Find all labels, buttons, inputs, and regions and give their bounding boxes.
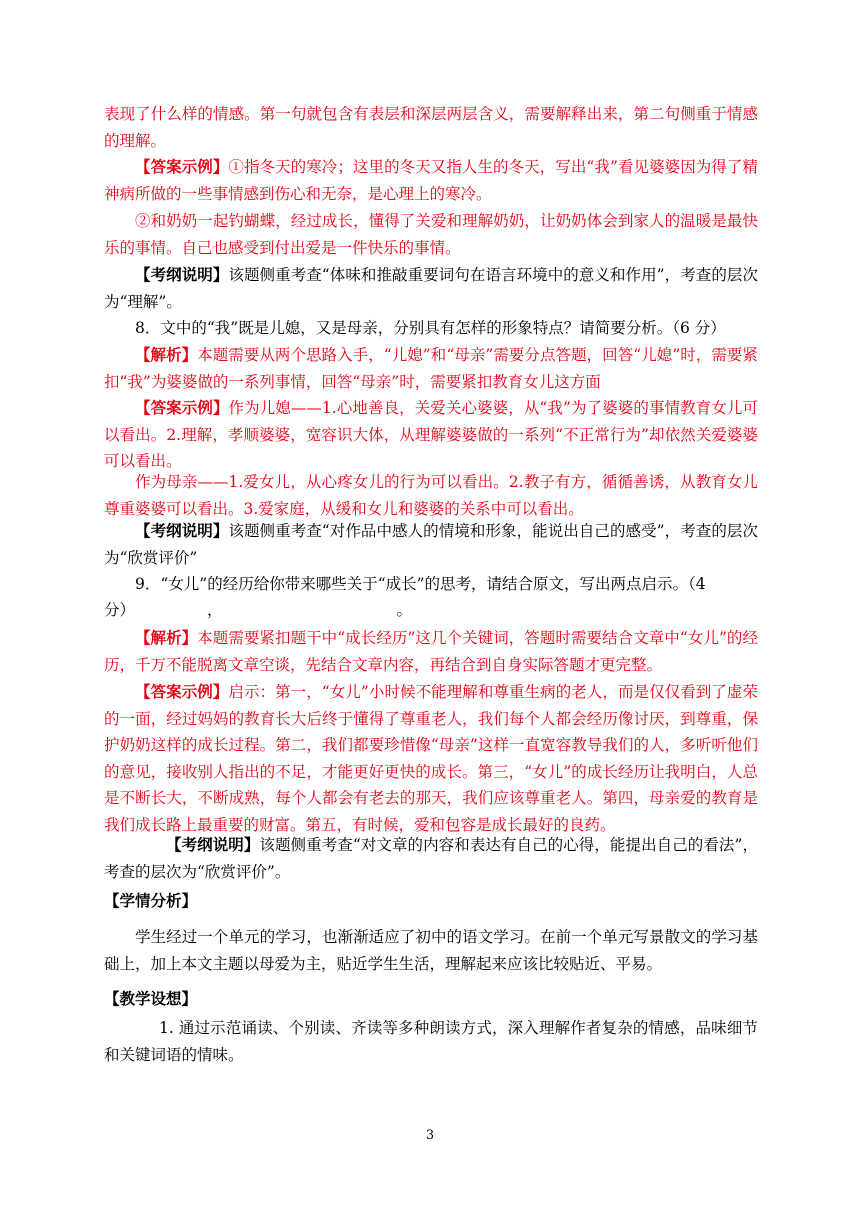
answer-text: 启示：第一，“女儿”小时候不能理解和尊重生病的老人，而是仅仅看到了虚荣的一面，经过妈妈的教育长大后终于懂得了尊重老人，我们每个人都会经历像讨厌，到尊重，保护奶奶这样的成长过程。第二，我们都要珍惜像“母亲”这样一直宽容教导我们的人，多听听他们的意见，接收别人指出的不足，才能更好更快的成长。第三，“女儿”的成长经历让我明白，人总是不断长大，不断成熟，每个人都会有老去的那天，我们应该尊重老人。第四，母亲爱的教育是我们成长路上最重要的财富。第五，有时候，爱和包容是成长最好的良药。: [104, 683, 758, 834]
analysis-tag: 【解析】: [135, 345, 198, 364]
syllabus-note-8: [104, 518, 758, 571]
question-9-period: 。: [396, 601, 413, 619]
page-number: 3: [425, 1128, 435, 1143]
section-heading-teaching-plan: 【教学设想】: [104, 989, 198, 1008]
answer-text: 作为儿媳——1.心地善良，关爱关心婆婆，从“我”为了婆婆的事情教育女儿可以看出。2.理解，孝顺婆婆，宽容识大体，从理解婆婆做的一系列“不正常行为”却依然关爱婆婆可以看出。: [104, 399, 758, 470]
student-analysis-paragraph: 学生经过一个单元的学习，也渐渐适应了初中的语文学习。在前一个单元写景散文的学习基础上，加上本文主题以母爱为主，贴近学生生活，理解起来应该比较贴近、平易。: [104, 928, 758, 973]
answer-tag: 【答案示例】: [135, 682, 229, 701]
teaching-plan-item-1: 1. 通过示范诵读、个别读、齐读等多种朗读方式，深入理解作者复杂的情感，品味细节和关键词语的情味。: [104, 1019, 758, 1064]
analysis-continuation: 表现了什么样的情感。第一句就包含有表层和深层两层含义，需要解释出来，第二句侧重于情感的理解。: [104, 105, 758, 150]
answer-example-9: [104, 679, 758, 838]
question-9-line-2: [104, 597, 758, 624]
answer-example-7-2: ②和奶奶一起钓蝴蝶，经过成长，懂得了关爱和理解奶奶，让奶奶体会到家人的温暖是最快乐的事情。自己也感受到付出爱是一件快乐的事情。: [104, 212, 758, 257]
syllabus-note-7: [104, 262, 758, 315]
syllabus-tag: 【考纲说明】: [135, 521, 229, 540]
question-8: 8．文中的“我”既是儿媳，又是母亲，分别具有怎样的形象特点？请简要分析。（6 分）: [135, 319, 726, 337]
analysis-text: 本题需要紧扣题干中“成长经历”这几个关键词，答题时需要结合文章中“女儿”的经历，千万不能脱离文章空谈，先结合文章内容，再结合到自身实际答题才更完整。: [104, 629, 758, 674]
syllabus-text: 该题侧重考查“体味和推敲重要词句在语言环境中的意义和作用”，考查的层次为“理解”。: [104, 266, 758, 311]
section-heading-student-analysis: 【学情分析】: [104, 891, 198, 910]
syllabus-text: 该题侧重考查“对文章的内容和表达有自己的心得，能提出自己的看法”，考查的层次为“欣赏评价”。: [104, 836, 758, 881]
answer-example-8-2: 作为母亲——1.爱女儿，从心疼女儿的行为可以看出。2.教子有方，循循善诱，从教育女儿尊重婆婆可以看出。3.爱家庭，从缓和女儿和婆婆的关系中可以看出。: [104, 473, 758, 518]
answer-example-7-1: [104, 154, 758, 207]
analysis-8: [104, 342, 758, 395]
question-9-line-1: 9．“女儿”的经历给你带来哪些关于“成长”的思考，请结合原文，写出两点启示。（4: [135, 575, 706, 593]
syllabus-text: 该题侧重考查“对作品中感人的情境和形象，能说出自己的感受”，考查的层次为“欣赏评价”: [104, 522, 758, 567]
syllabus-note-9: [104, 832, 758, 885]
answer-tag: 【答案示例】: [135, 398, 229, 417]
analysis-tag: 【解析】: [135, 628, 198, 647]
answer-example-8-1: [104, 395, 758, 475]
question-9-comma: ，: [207, 601, 223, 619]
answer-tag: 【答案示例】: [135, 157, 229, 176]
analysis-text: 本题需要从两个思路入手，“儿媳”和“母亲”需要分点答题，回答“儿媳”时，需要紧扣“我”为婆婆做的一系列事情，回答“母亲”时，需要紧扣教育女儿这方面: [104, 346, 758, 391]
syllabus-tag: 【考纲说明】: [166, 835, 260, 854]
syllabus-tag: 【考纲说明】: [135, 265, 229, 284]
analysis-9: [104, 625, 758, 678]
answer-text: ①指冬天的寒冷；这里的冬天又指人生的冬天，写出“我”看见婆婆因为得了精神病所做的一些事情感到伤心和无奈，是心理上的寒冷。: [104, 158, 758, 203]
question-9-score: 分）: [104, 601, 136, 619]
